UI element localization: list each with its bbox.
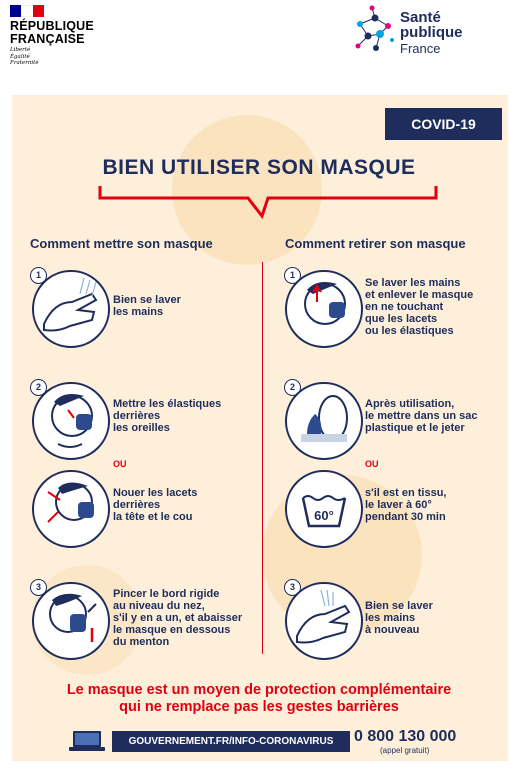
laptop-icon <box>68 730 106 752</box>
covid-tag: COVID-19 <box>385 108 502 140</box>
warning-message: Le masque est un moyen de protection complémentaire qui ne remplace pas les gestes barrières <box>66 682 452 715</box>
step-text: s'il est en tissu, le laver à 60° pendant 30 min <box>365 487 447 523</box>
or-label: OU <box>365 459 379 469</box>
put-on-heading: Comment mettre son masque <box>30 236 213 251</box>
tie-laces-icon <box>32 470 110 548</box>
column-divider <box>262 262 263 654</box>
step-text: Se laver les mains et enlever le masque en ne touchant que les lacets ou les élastiques <box>365 277 474 337</box>
step-number: 2 <box>30 379 47 396</box>
phone-note: (appel gratuit) <box>380 746 430 755</box>
page-title: BIEN UTILISER SON MASQUE <box>102 156 416 179</box>
republic-motto: Liberté Égalité Fraternité <box>10 47 39 66</box>
phone-icon <box>335 731 349 751</box>
sante-publique-logo-icon <box>350 4 400 60</box>
republic-title: RÉPUBLIQUE FRANÇAISE <box>10 19 94 46</box>
or-label: OU <box>113 459 127 469</box>
step-text: Bien se laver les mains <box>113 294 181 318</box>
step-text: Pincer le bord rigide au niveau du nez, s'il y en a un, et abaisser le masque en dessous du menton <box>113 588 243 648</box>
step-text: Après utilisation, le mettre dans un sac plastique et le jeter <box>365 398 478 434</box>
ear-elastic-icon <box>32 382 110 460</box>
speech-bubble-icon <box>98 184 438 224</box>
step-number: 2 <box>284 379 301 396</box>
trash-bag-icon <box>285 382 363 460</box>
wash-temperature: 60° <box>314 508 334 523</box>
step-number: 3 <box>284 579 301 596</box>
step-number: 1 <box>284 267 301 284</box>
agency-name: Santé publique <box>400 9 463 41</box>
step-text: Bien se laver les mains à nouveau <box>365 600 433 636</box>
hand-washing-icon <box>32 270 110 348</box>
hand-washing-icon <box>285 582 363 660</box>
pinch-nose-icon <box>32 582 110 660</box>
step-text: Mettre les élastiques derrières les oreilles <box>113 398 222 434</box>
phone-number[interactable]: 0 800 130 000 <box>354 728 457 745</box>
agency-country: France <box>400 41 441 56</box>
republic-flag <box>10 5 44 17</box>
step-number: 3 <box>30 579 47 596</box>
remove-mask-icon <box>285 270 363 348</box>
step-text: Nouer les lacets derrières la tête et le cou <box>113 487 198 523</box>
wash-60-icon <box>285 470 363 548</box>
step-number: 1 <box>30 267 47 284</box>
remove-heading: Comment retirer son masque <box>285 236 466 251</box>
info-url-link[interactable]: GOUVERNEMENT.FR/INFO-CORONAVIRUS <box>112 731 350 752</box>
